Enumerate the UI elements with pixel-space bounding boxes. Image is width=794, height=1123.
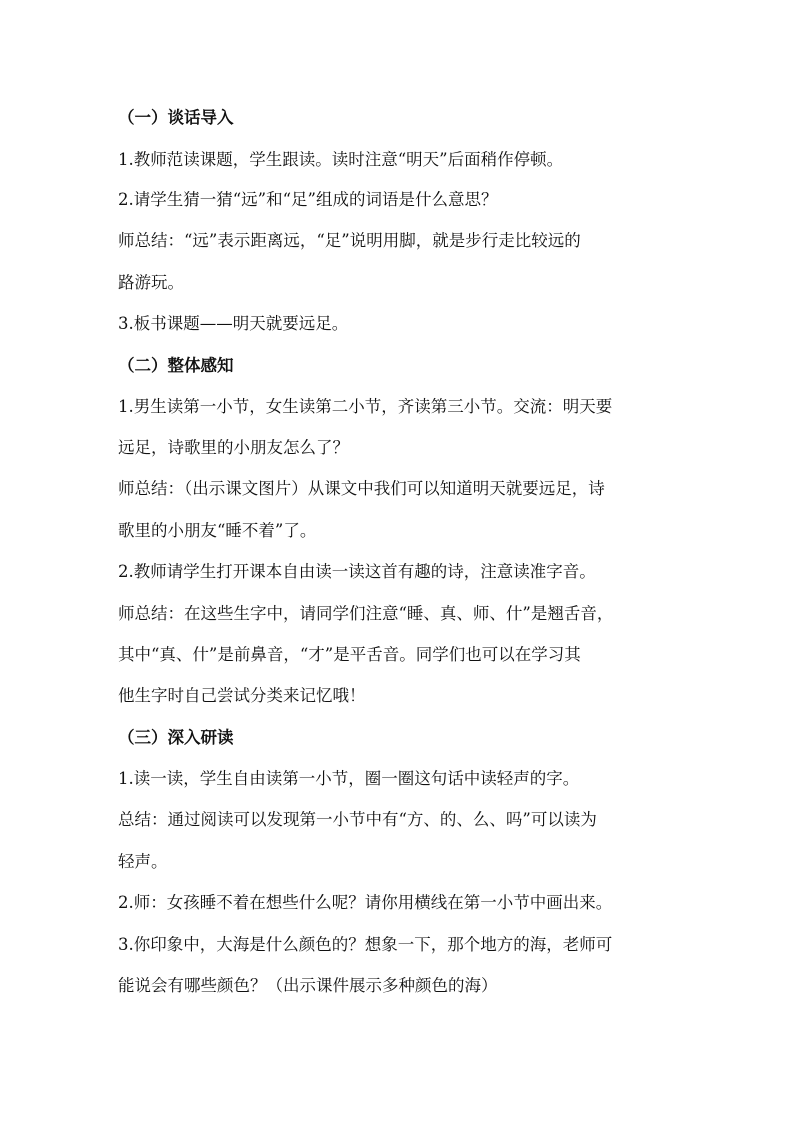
section-heading-1: （一）谈话导入 [118, 108, 234, 127]
paragraph-line: 路游玩。 [118, 273, 184, 292]
paragraph-line: 远足，诗歌里的小朋友怎么了？ [118, 438, 349, 457]
paragraph-line: 他生字时自己尝试分类来记忆哦！ [118, 686, 366, 705]
paragraph-line: 2.教师请学生打开课本自由读一读这首有趣的诗，注意读准字音。 [118, 562, 596, 581]
paragraph-line: 轻声。 [118, 852, 168, 871]
paragraph-line: 能说会有哪些颜色？（出示课件展示多种颜色的海） [118, 976, 498, 995]
section-heading-2: （二）整体感知 [118, 356, 234, 375]
paragraph-line: 2.师：女孩睡不着在想些什么呢？请你用横线在第一小节中画出来。 [118, 893, 613, 912]
paragraph-line: 3.板书课题——明天就要远足。 [118, 314, 349, 333]
paragraph-line: 师总结：“远”表示距离远，“足”说明用脚，就是步行走比较远的 [118, 231, 581, 250]
paragraph-line: 其中“真、什”是前鼻音，“才”是平舌音。同学们也可以在学习其 [118, 645, 581, 664]
paragraph-line: 师总结：（出示课文图片）从课文中我们可以知道明天就要远足，诗 [118, 479, 605, 498]
paragraph-line: 师总结：在这些生字中，请同学们注意“睡、真、师、什”是翘舌音， [118, 604, 614, 623]
paragraph-line: 1.男生读第一小节，女生读第二小节，齐读第三小节。交流：明天要 [118, 397, 613, 416]
paragraph-line: 2.请学生猜一猜“远”和“足”组成的词语是什么意思？ [118, 190, 498, 209]
paragraph-line: 3.你印象中，大海是什么颜色的？想象一下，那个地方的海，老师可 [118, 935, 613, 954]
section-heading-3: （三）深入研读 [118, 728, 234, 747]
paragraph-line: 1.教师范读课题，学生跟读。读时注意“明天”后面稍作停顿。 [118, 150, 564, 169]
paragraph-line: 总结：通过阅读可以发现第一小节中有“方、的、么、吗”可以读为 [118, 810, 597, 829]
paragraph-line: 1.读一读，学生自由读第一小节，圈一圈这句话中读轻声的字。 [118, 769, 580, 788]
paragraph-line: 歌里的小朋友“睡不着”了。 [118, 521, 317, 540]
